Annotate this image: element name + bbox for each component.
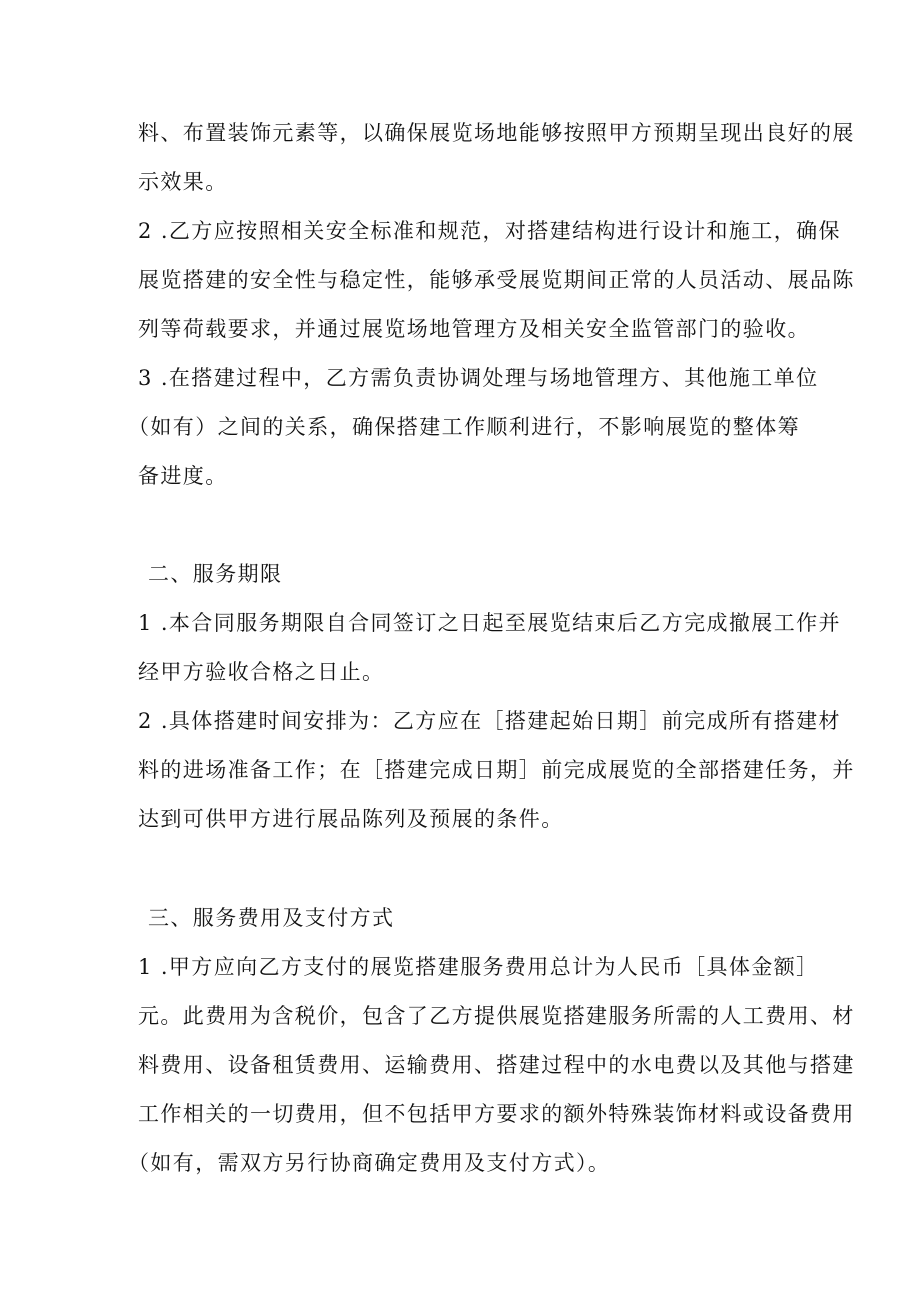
clause-2-line: 2 .具体搭建时间安排为：乙方应在［搭建起始日期］前完成所有搭建材 [138,709,841,733]
clause-1-line: 1 .本合同服务期限自合同签订之日起至展览结束后乙方完成撤展工作并 [138,611,841,635]
paragraph-line: 展览搭建的安全性与稳定性，能够承受展览期间正常的人员活动、展品陈 [138,268,855,292]
clause-1-line: 1 .甲方应向乙方支付的展览搭建服务费用总计为人民币［具体金额］ [138,955,819,979]
paragraph-line: 料费用、设备租赁费用、运输费用、搭建过程中的水电费以及其他与搭建 [138,1053,855,1077]
clause-2-line: 2 .乙方应按照相关安全标准和规范，对搭建结构进行设计和施工，确保 [138,219,841,243]
paragraph-line: 达到可供甲方进行展品陈列及预展的条件。 [138,807,564,831]
clause-3-line: 3 .在搭建过程中，乙方需负责协调处理与场地管理方、其他施工单位 [138,366,819,390]
paragraph-line: 工作相关的一切费用，但不包括甲方要求的额外特殊装饰材料或设备费用 [138,1102,855,1126]
paragraph-line: 料的进场准备工作；在［搭建完成日期］前完成展览的全部搭建任务，并 [138,758,855,782]
paragraph-line: 示效果。 [138,170,228,194]
paragraph-line: （如有）之间的关系，确保搭建工作顺利进行，不影响展览的整体筹 [128,415,800,439]
section-heading-service-fee: 三、服务费用及支付方式 [148,906,395,930]
section-heading-service-period: 二、服务期限 [148,562,283,586]
paragraph-line: 备进度。 [138,464,228,488]
paragraph-line: 料、布置装饰元素等，以确保展览场地能够按照甲方预期呈现出良好的展 [138,121,855,145]
paragraph-line: （如有，需双方另行协商确定费用及支付方式）。 [128,1151,611,1175]
paragraph-line: 元。此费用为含税价，包含了乙方提供展览搭建服务所需的人工费用、材 [138,1004,855,1028]
paragraph-line: 列等荷载要求，并通过展览场地管理方及相关安全监管部门的验收。 [138,317,810,341]
paragraph-line: 经甲方验收合格之日止。 [138,660,385,684]
